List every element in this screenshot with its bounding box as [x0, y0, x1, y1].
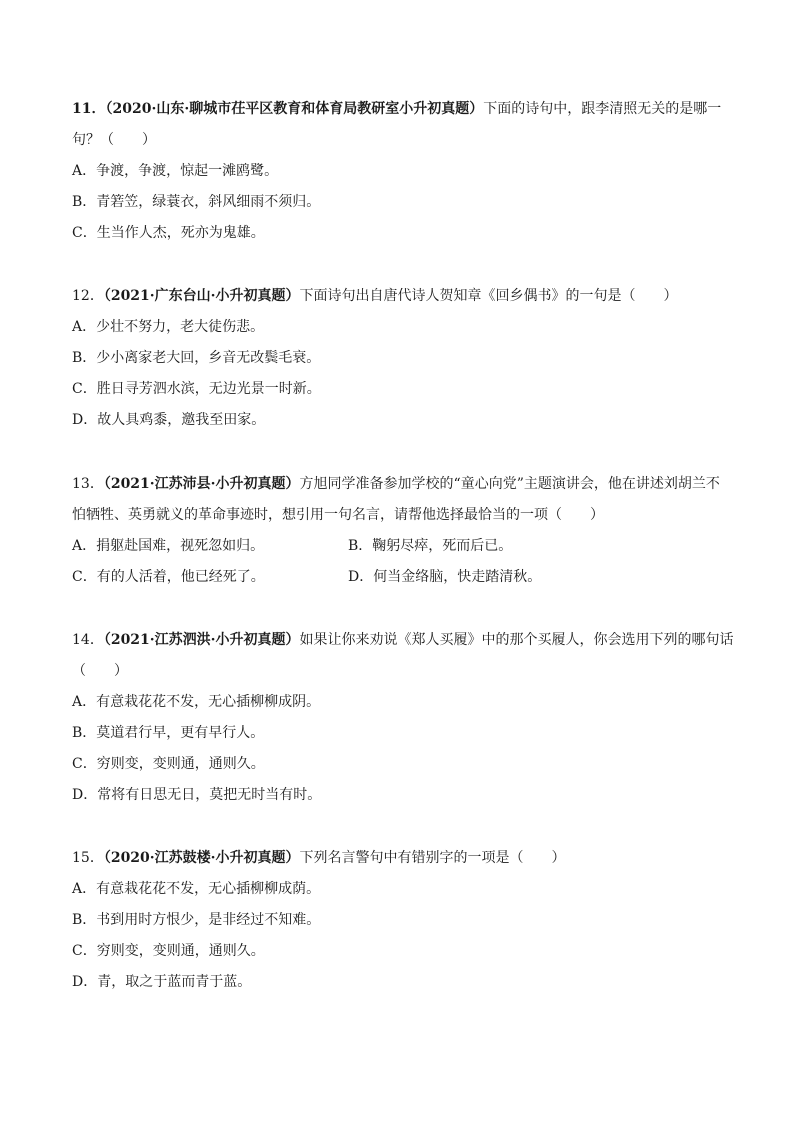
question-11: [72, 94, 732, 249]
option-c: C．穷则变，变则通，通则久。: [72, 943, 265, 959]
option-d: D．故人具鸡黍，邀我至田家。: [72, 412, 266, 428]
option-a: A．捐躯赴国难，视死忽如归。: [72, 538, 265, 554]
option-b: B．鞠躬尽瘁，死而后已。: [348, 538, 513, 554]
option-d: D．青，取之于蓝而青于蓝。: [72, 974, 252, 990]
option-b: B．书到用时方恨少，是非经过不知难。: [72, 912, 321, 928]
question-12: [72, 281, 732, 436]
option-a: A．有意栽花花不发，无心插柳柳成阴。: [72, 694, 321, 710]
option-d: D．何当金络脑，快走踏清秋。: [348, 569, 542, 585]
question-stem: [72, 469, 732, 500]
question-13: [72, 469, 732, 593]
question-stem: [72, 281, 732, 312]
options-row-1: [72, 531, 732, 562]
option-a: A．争渡，争渡，惊起一滩鸥鹭。: [72, 163, 279, 179]
option-c: C．有的人活着，他已经死了。: [72, 569, 265, 585]
question-stem: [72, 843, 732, 874]
question-text-continued: （ ）: [72, 663, 128, 679]
question-15: [72, 843, 732, 998]
question-source: （2021·广东台山·小升初真题）: [103, 288, 300, 304]
option-a: A．有意栽花花不发，无心插柳柳成荫。: [72, 881, 321, 897]
question-text: 下面诗句出自唐代诗人贺知章《回乡偶书》的一句是（ ）: [299, 288, 678, 304]
question-number: 15．: [72, 850, 104, 866]
options-row-2: [72, 562, 732, 593]
option-c: C．穷则变，变则通，通则久。: [72, 756, 265, 772]
question-text: 下列名言警句中有错别字的一项是（ ）: [299, 850, 566, 866]
question-number: 13．: [72, 476, 104, 492]
option-b: B．青箬笠，绿蓑衣，斜风细雨不须归。: [72, 194, 321, 210]
question-source: （2020·江苏鼓楼·小升初真题）: [103, 850, 300, 866]
question-number: 11．: [72, 101, 106, 117]
question-text: 方旭同学准备参加学校的“童心向党”主题演讲会，他在讲述刘胡兰不: [299, 476, 720, 492]
question-text-continued: 怕牺牲、英勇就义的革命事迹时，想引用一句名言，请帮他选择最恰当的一项（ ）: [72, 507, 604, 523]
question-source: （2021·江苏沛县·小升初真题）: [103, 476, 300, 492]
question-number: 12．: [72, 288, 104, 304]
question-text: 如果让你来劝说《郑人买履》中的那个买履人，你会选用下列的哪句话: [299, 632, 734, 648]
option-c: C．胜日寻芳泗水滨，无边光景一时新。: [72, 381, 321, 397]
option-a: A．少壮不努力，老大徒伤悲。: [72, 319, 265, 335]
question-text: 下面的诗句中，跟李清照无关的是哪一: [483, 101, 722, 117]
question-number: 14．: [72, 632, 104, 648]
question-text-continued: 句？（ ）: [72, 132, 156, 148]
question-14: [72, 625, 732, 811]
question-source: （2021·江苏泗洪·小升初真题）: [103, 632, 300, 648]
option-b: B．少小离家老大回，乡音无改鬓毛衰。: [72, 350, 321, 366]
option-b: B．莫道君行早，更有早行人。: [72, 725, 265, 741]
question-stem: [72, 94, 732, 125]
option-d: D．常将有日思无日，莫把无时当有时。: [72, 787, 322, 803]
question-stem: [72, 625, 732, 656]
question-source: （2020·山东·聊城市茌平区教育和体育局教研室小升初真题）: [105, 101, 484, 117]
option-c: C．生当作人杰，死亦为鬼雄。: [72, 225, 265, 241]
